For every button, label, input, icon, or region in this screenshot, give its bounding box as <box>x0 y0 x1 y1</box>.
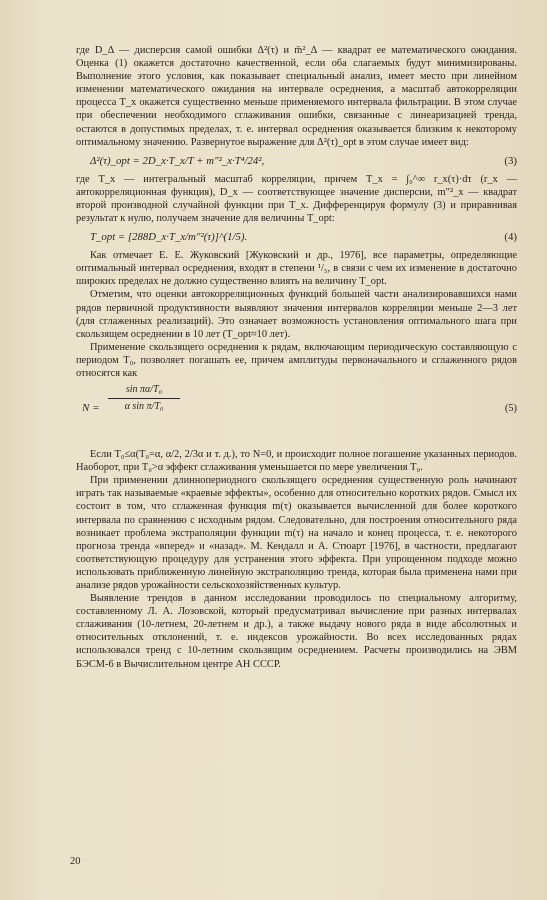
paragraph-1: где D_Δ — дисперсия самой ошибки Δ²(τ) и m̄²_Δ — квадрат ее математического ожидания. Оценка (1) окажется достаточно качественной, если оба слагаемых будут минимизированы. Выполнение этого условия, как показывает специальный анализ, имеет место при линейном изменении математического ожидания на интервале осреднения, а масштаб автокорреляции процесса T_x окажется существенно меньше применяемого интервала фильтрации. В этом случае при обеспечении необходимого сглаживания ошибки, связанные с линеаризацией тренда, остаются в допустимых пределах, т. е. интервал осреднения оказывается близким к некоторому оптимальному значению. Развернутое выражение для Δ²(τ)_opt в этом случае имеет вид: <box>76 45 517 148</box>
equation-4-formula: T_opt = [288D_x·T_x/m″²(τ)]^(1/5). <box>90 231 248 244</box>
equation-5-denominator: α sin π/T₀ <box>124 401 164 413</box>
text-column <box>76 44 517 671</box>
equation-5-fraction <box>108 384 180 413</box>
equation-5 <box>76 380 517 448</box>
equation-5-number: (5) <box>504 403 517 415</box>
paragraph-5: Применение скользящего осреднения к рядам, включающим периодическую составляющую с периодом T₀, позволяет погашать ее, причем амплитуды первоначального и сглаженного рядов относятся как <box>76 341 517 379</box>
equation-5-numerator: sin πα/T₀ <box>125 384 163 396</box>
page-number: 20 <box>70 856 81 867</box>
paragraph-2: где T_x — интегральный масштаб корреляции, причем T_x = ∫₀^∞ r_x(τ)·dτ (r_x — автокорреляционная функция), D_x — соответствующее значение дисперсии, m″²_x — квадрат второй производной случайной функции при T_x. Дифференцируя формулу (3) и приравнивая результат к нулю, получаем значение для величины T_opt: <box>76 173 517 225</box>
paragraph-6: Если T₀≤α(T₀=α, α/2, 2/3α и т. д.), то N=0, и происходит полное погашение указанных периодов. Наоборот, при T₀>α эффект сглаживания уменьшается по мере увеличения T₀. <box>76 449 517 474</box>
equation-3-number: (3) <box>504 154 517 167</box>
paragraph-4: Отметим, что оценки автокорреляционных функций большей части анализировавшихся нами рядов первичной продуктивности выявляют значения интервалов корреляции меньше 2—3 лет (для сглаженных реализаций). Это означает возможность установления оптимального шага при скользящем осреднении в 10 лет (T_opt≈10 лет). <box>76 289 517 340</box>
paragraph-3: Как отмечает Е. Е. Жуковский [Жуковский и др., 1976], все параметры, определяющие оптимальный интервал осреднения, входят в степени ¹/₅, в связи с чем их изменение в достаточно широких пределах не должно существенно влиять на величину T_opt. <box>76 250 517 288</box>
equation-3-formula: Δ²(τ)_opt = 2D_x·T_x/T + m″²_x·T⁴/24², <box>90 154 265 167</box>
equation-5-lhs: N = <box>82 402 100 415</box>
paragraph-7: При применении длиннопериодного скользящего осреднения существенную роль начинают играть так называемые «краевые эффекты», особенно для относительно коротких рядов. Смысл их состоит в том, что сглаженная функция m(τ) оказывается вычисленной для более короткого интервала по сравнению с исходным рядом. Следовательно, для построения относительного ряда возникает проблема экстраполяции функции m(τ) на начало и конец процесса, т. е. некоторого прогноза тренда «вперед» и «назад». М. Кендалл и А. Стюарт [1976], в частности, предлагают соответствующую процедуру для устранения этого эффекта. При упрощенном подходе можно использовать приближенную линейную экстраполяцию тренда, которая была применена нами при анализе рядов урожайности сельскохозяйственных культур. <box>76 475 517 591</box>
equation-4-number: (4) <box>504 231 517 244</box>
equation-4 <box>76 225 517 249</box>
paragraph-8: Выявление трендов в данном исследовании проводилось по специальному алгоритму, составленному Л. А. Лозовской, который предусматривал вычисление при разных интервалах сглаживания (10-летнем, 20-летнем и др.), а также выдачу нового ряда в виде абсолютных и относительных отклонений, т. е. индексов урожайности. Во всех исследованных рядах использовался тренд с 10-летним скользящим осреднением. Расчеты производились на ЭВМ БЭСМ-6 в Вычислительном центре АН СССР. <box>76 593 517 670</box>
equation-3 <box>76 149 517 173</box>
fraction-bar <box>108 398 180 399</box>
